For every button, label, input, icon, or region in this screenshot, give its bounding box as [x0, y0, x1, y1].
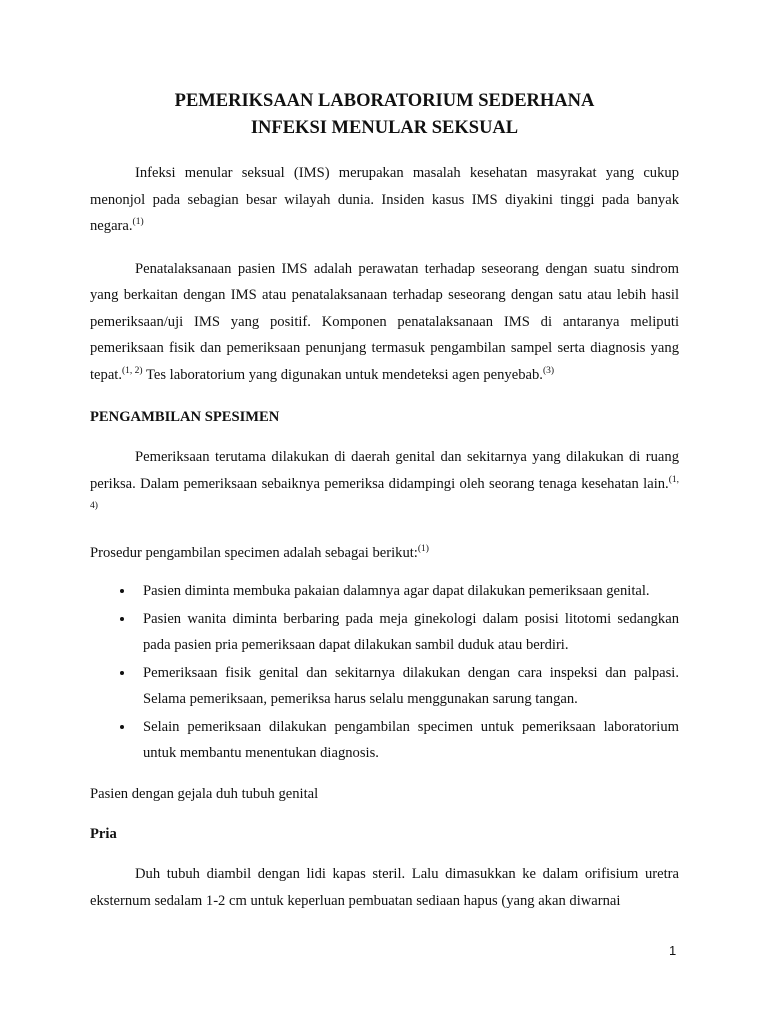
- symptom-line: Pasien dengan gejala duh tubuh genital: [90, 785, 319, 802]
- intro-paragraph-1: [90, 160, 679, 240]
- list-item: • Pasien diminta membuka pakaian dalamnya agar dapat dilakukan pemeriksaan genital.: [135, 578, 679, 605]
- list-item: • Selain pemeriksaan dilakukan pengambilan specimen untuk pemeriksaan laboratorium untuk membantu menentukan diagnosis.: [135, 714, 679, 767]
- title-line-1: PEMERIKSAAN LABORATORIUM SEDERHANA: [174, 91, 595, 111]
- section-heading: PENGAMBILAN SPESIMEN: [90, 409, 280, 425]
- citation: (1): [417, 543, 429, 554]
- title-line-2: INFEKSI MENULAR SEKSUAL: [250, 118, 519, 138]
- section-paragraph-1-text: Pemeriksaan terutama dilakukan di daerah genital dan sekitarnya yang dilakukan di ruang periksa. Dalam pemeriksaan sebaiknya pemeriksa didampingi oleh seorang tenaga kesehatan lain.: [90, 449, 679, 492]
- procedure-intro: [90, 540, 679, 567]
- list-item: • Pasien wanita diminta berbaring pada meja ginekologi dalam posisi litotomi sedangkan pada pasien pria pemeriksaan dapat dilakukan sambil duduk atau berdiri.: [135, 606, 679, 659]
- subheading-pria: Pria: [90, 826, 117, 842]
- citation: (1, 4): [90, 474, 679, 511]
- page-number: 1: [669, 943, 677, 958]
- citation: (1, 2): [122, 365, 143, 376]
- document-page: [90, 88, 679, 914]
- intro-paragraph-2-text-b: Tes laboratorium yang digunakan untuk mendeteksi agen penyebab.: [142, 366, 543, 383]
- list-item: • Pemeriksaan fisik genital dan sekitarnya dilakukan dengan cara inspeksi dan palpasi. Selama pemeriksaan, pemeriksa harus selalu menggunakan sarung tangan.: [135, 660, 679, 713]
- procedure-list: [90, 578, 679, 767]
- citation: (3): [542, 365, 555, 376]
- intro-paragraph-2-text-a: Penatalaksanaan pasien IMS adalah perawatan terhadap seseorang dengan suatu sindrom yang berkaitan dengan IMS atau penatalaksanaan terhadap seseorang dengan satu atau lebih hasil pemeriksaan/uji IMS yang positif. Komponen penatalaksanaan IMS di antaranya meliputi pemeriksaan fisik dan pemeriksaan penunjang termasuk pengambilan sampel serta diagnosis yang tepat.: [90, 260, 679, 383]
- intro-paragraph-1-text: Infeksi menular seksual (IMS) merupakan masalah kesehatan masyrakat yang cukup menonjol pada sebagian besar wilayah dunia. Insiden kasus IMS diyakini tinggi pada banyak negara.: [90, 165, 679, 234]
- intro-paragraph-2: [90, 256, 679, 389]
- citation: (1): [132, 217, 144, 227]
- procedure-intro-text: Prosedur pengambilan specimen adalah sebagai berikut:: [90, 544, 418, 561]
- section-paragraph-1: [90, 444, 679, 524]
- document-title: [90, 88, 679, 142]
- pria-paragraph: Duh tubuh diambil dengan lidi kapas steril. Lalu dimasukkan ke dalam orifisium uretra eksternum sedalam 1-2 cm untuk keperluan pembuatan sediaan hapus (yang akan diwarnai: [90, 866, 679, 909]
